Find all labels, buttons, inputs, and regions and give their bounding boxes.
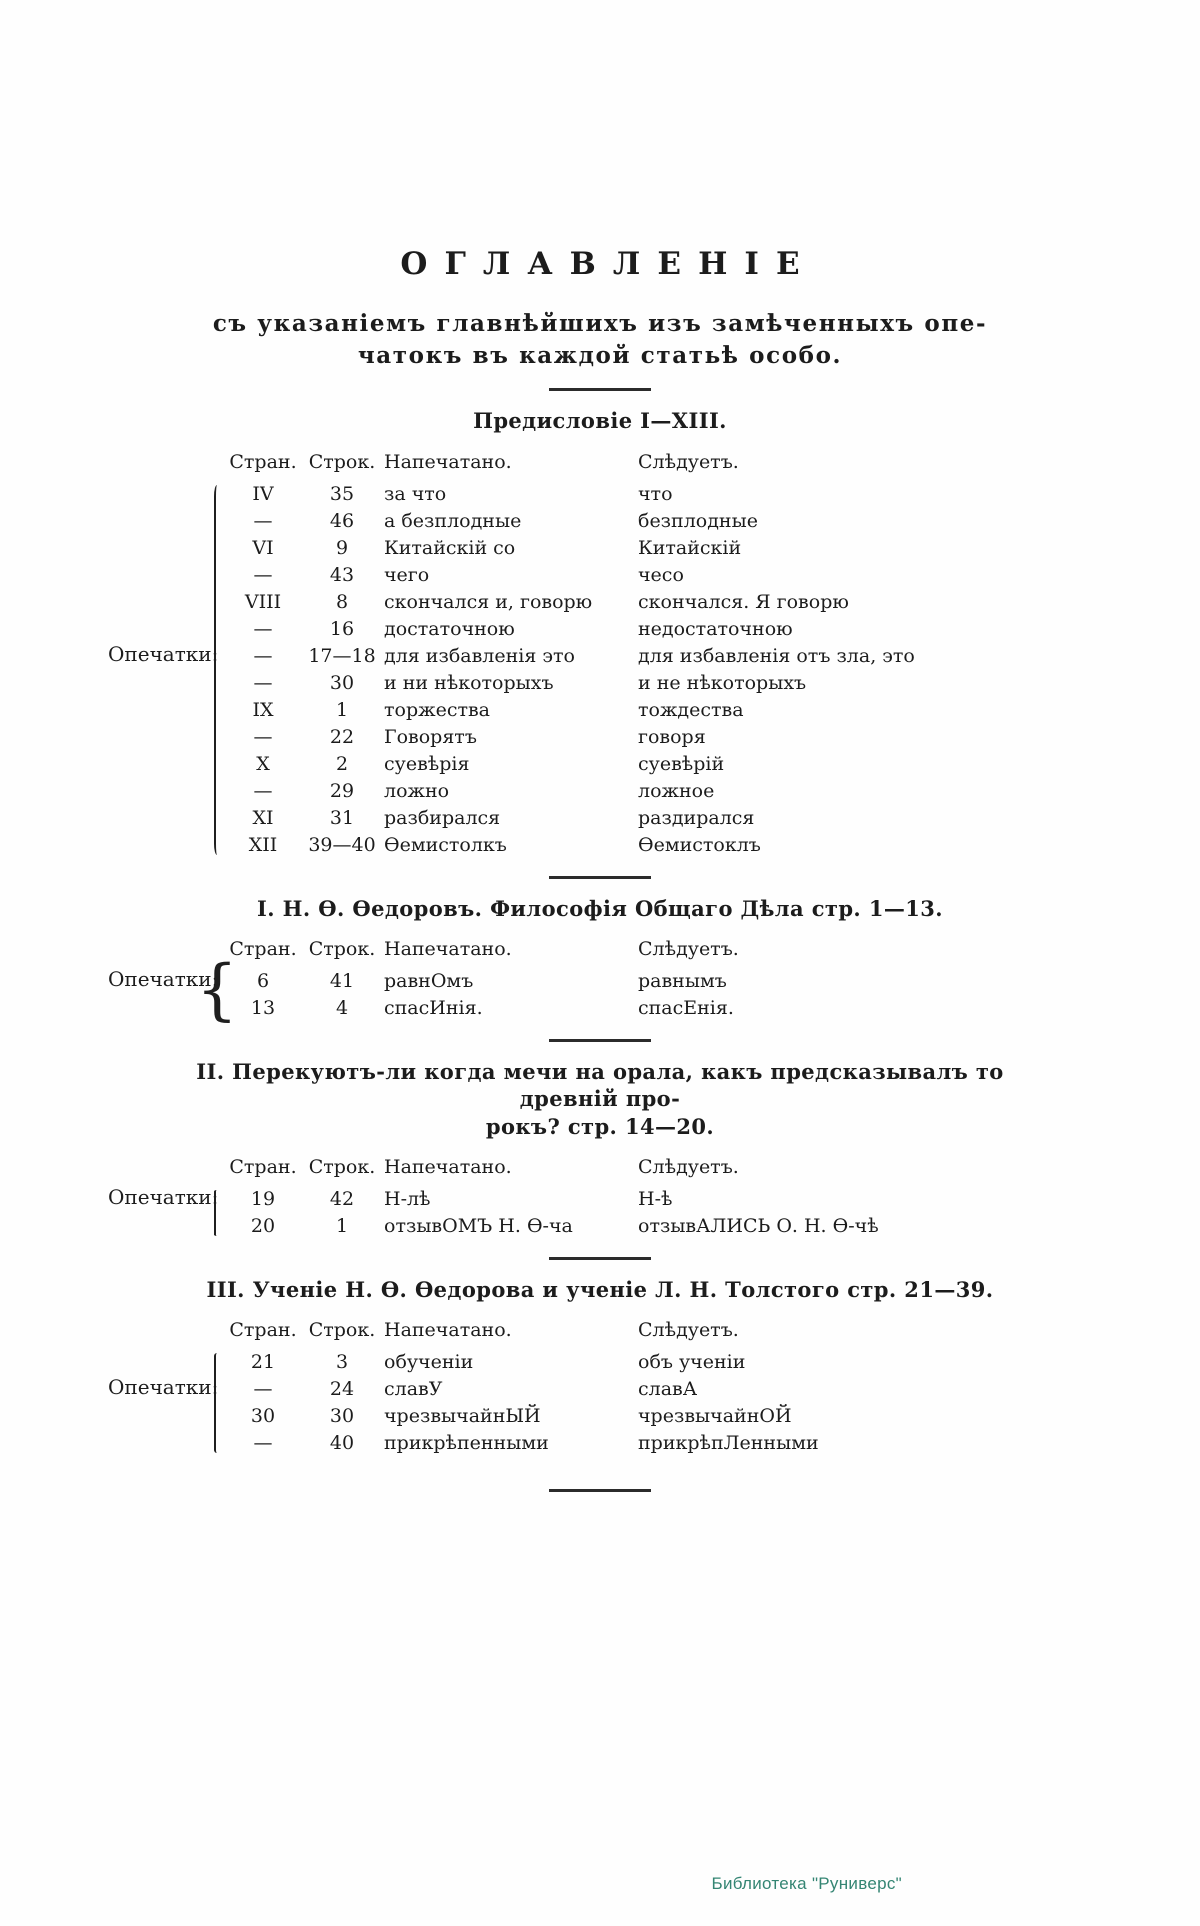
section-heading-line: Предисловіе I—XIII.	[473, 408, 727, 434]
errata-row	[226, 995, 918, 1022]
errata-cell: 30	[329, 671, 355, 694]
errata-cell: 19	[250, 1187, 276, 1210]
errata-cell: чесо	[638, 563, 684, 586]
errata-cell: разбирался	[384, 806, 501, 829]
errata-cell: Ѳемистолкъ	[384, 833, 507, 856]
errata-cell: прикрѣпЛенными	[638, 1432, 819, 1455]
library-watermark: Библиотека "Руниверс"	[711, 1874, 902, 1893]
errata-cell: достаточною	[384, 617, 515, 640]
errata-cell: для избавленія отъ зла, это	[638, 644, 915, 667]
section-heading-line: I. Н. Ѳ. Ѳедоровъ. Философія Общаго Дѣла стр. 1—13.	[257, 895, 943, 921]
errata-cell: ложно	[384, 779, 450, 802]
errata-cell: 39—40	[308, 833, 376, 856]
errata-cell: недостаточною	[638, 617, 793, 640]
section-heading	[150, 1058, 1050, 1140]
brace-line	[214, 1353, 220, 1453]
errata-row	[226, 724, 918, 751]
errata-cell: 3	[335, 1351, 349, 1374]
errata-cell: 9	[335, 536, 349, 559]
column-header: Стран.	[229, 1155, 297, 1178]
errata-row	[226, 643, 918, 670]
errata-block	[108, 449, 1200, 859]
column-header: Строк.	[308, 1319, 376, 1342]
errata-cell: —	[253, 779, 273, 802]
errata-row	[226, 751, 918, 778]
errata-cell: 4	[335, 997, 349, 1020]
errata-cell: 22	[329, 725, 355, 748]
errata-cell: Н-ѣ	[638, 1187, 673, 1210]
errata-cell: Китайскій со	[384, 536, 516, 559]
errata-row	[226, 535, 918, 562]
errata-cell: славУ	[384, 1378, 443, 1401]
errata-cell: за что	[384, 482, 447, 505]
column-header: Слѣдуетъ.	[638, 1319, 739, 1342]
brace-curly	[196, 960, 238, 1020]
errata-cell: 30	[250, 1405, 276, 1428]
errata-cell: X	[256, 752, 270, 775]
column-header: Стран.	[229, 938, 297, 961]
errata-row	[226, 1403, 918, 1430]
errata-cell: 1	[335, 1214, 349, 1237]
divider	[549, 1039, 651, 1042]
errata-cell: равнымъ	[638, 970, 727, 993]
errata-row	[226, 832, 918, 859]
errata-table	[226, 936, 918, 1022]
errata-cell: спасИнія.	[384, 997, 483, 1020]
column-header: Слѣдуетъ.	[638, 450, 739, 473]
divider	[549, 388, 651, 391]
errata-table	[226, 449, 918, 859]
section-heading	[150, 407, 1050, 434]
table-header-row	[226, 449, 918, 481]
errata-cell: тождества	[638, 698, 744, 721]
column-header: Стран.	[229, 1319, 297, 1342]
errata-label: Опечатки:	[108, 1375, 219, 1400]
errata-cell: 31	[329, 806, 355, 829]
errata-cell: чего	[384, 563, 430, 586]
errata-cell: скончался и, говорю	[384, 590, 593, 613]
errata-cell: —	[253, 509, 273, 532]
errata-cell: ложное	[638, 779, 715, 802]
errata-cell: отзывОМЪ Н. Ѳ-ча	[384, 1214, 573, 1237]
errata-row	[226, 589, 918, 616]
errata-cell: 8	[335, 590, 349, 613]
divider	[549, 1257, 651, 1260]
errata-cell: безплодные	[638, 509, 758, 532]
errata-cell: VI	[252, 536, 274, 559]
errata-cell: 40	[329, 1432, 355, 1455]
errata-cell: —	[253, 1378, 273, 1401]
errata-cell: прикрѣпенными	[384, 1432, 549, 1455]
errata-cell: отзывАЛИСЬ О. Н. Ѳ-чѣ	[638, 1214, 879, 1237]
errata-row	[226, 1213, 918, 1240]
errata-block	[108, 1317, 1200, 1457]
errata-row	[226, 616, 918, 643]
errata-cell: а безплодные	[384, 509, 522, 532]
errata-row	[226, 805, 918, 832]
errata-cell: равнОмъ	[384, 970, 474, 993]
errata-cell: чрезвычайнОЙ	[638, 1405, 792, 1428]
errata-table	[226, 1317, 918, 1457]
errata-cell: скончался. Я говорю	[638, 590, 849, 613]
table-header-row	[226, 1154, 918, 1186]
brace-line	[214, 485, 220, 855]
table-wrap	[226, 449, 918, 859]
section-predislovie	[0, 407, 1200, 858]
errata-row	[226, 1349, 918, 1376]
errata-cell: и не нѣкоторыхъ	[638, 671, 807, 694]
column-header: Строк.	[308, 1155, 376, 1178]
column-header: Слѣдуетъ.	[638, 1155, 739, 1178]
errata-cell: объ ученіи	[638, 1351, 746, 1374]
section-uchenie	[0, 1276, 1200, 1457]
section-heading	[150, 1276, 1050, 1303]
errata-cell: 29	[329, 779, 355, 802]
errata-cell: суевѣрія	[384, 752, 470, 775]
errata-cell: 24	[329, 1378, 355, 1401]
section-heading-line: II. Перекуютъ-ли когда мечи на орала, какъ предсказывалъ то древній про-	[196, 1059, 1004, 1112]
column-header: Напечатано.	[384, 1155, 512, 1178]
errata-cell: 30	[329, 1405, 355, 1428]
brace-line	[214, 1190, 220, 1236]
errata-cell: спасЕнія.	[638, 997, 734, 1020]
errata-cell: —	[253, 671, 273, 694]
errata-cell: VIII	[244, 590, 282, 613]
errata-cell: торжества	[384, 698, 491, 721]
errata-cell: говоря	[638, 725, 706, 748]
errata-table	[226, 1154, 918, 1240]
errata-cell: —	[253, 644, 273, 667]
errata-cell: —	[253, 725, 273, 748]
errata-cell: раздирался	[638, 806, 755, 829]
errata-block	[108, 1154, 1200, 1240]
errata-row	[226, 968, 918, 995]
errata-cell: суевѣрій	[638, 752, 725, 775]
errata-cell: 41	[329, 970, 355, 993]
column-header: Напечатано.	[384, 938, 512, 961]
divider	[549, 876, 651, 879]
table-header-row	[226, 1317, 918, 1349]
section-heading-line: III. Ученіе Н. Ѳ. Ѳедорова и ученіе Л. Н. Толстого стр. 21—39.	[206, 1276, 994, 1302]
errata-cell: Ѳемистоклъ	[638, 833, 761, 856]
table-wrap	[226, 1154, 918, 1240]
section-heading-line: рокъ? стр. 14—20.	[485, 1113, 715, 1139]
errata-cell: Китайскій	[638, 536, 742, 559]
errata-cell: 17—18	[308, 644, 376, 667]
errata-row	[226, 1376, 918, 1403]
column-header: Стран.	[229, 450, 297, 473]
errata-cell: и ни нѣкоторыхъ	[384, 671, 554, 694]
errata-cell: 35	[329, 482, 355, 505]
subtitle-line: съ указаніемъ главнѣйшихъ изъ замѣченныхъ опе-	[212, 310, 988, 337]
errata-cell: 20	[250, 1214, 276, 1237]
section-filosofia	[0, 895, 1200, 1022]
errata-cell: славА	[638, 1378, 698, 1401]
errata-cell: для избавленія это	[384, 644, 575, 667]
errata-cell: —	[253, 563, 273, 586]
errata-cell: 46	[329, 509, 355, 532]
table-header-row	[226, 936, 918, 968]
errata-cell: чрезвычайнЫЙ	[384, 1405, 541, 1428]
divider	[549, 1489, 651, 1492]
subtitle-line: чатокъ въ каждой статьѣ особо.	[357, 341, 843, 369]
errata-block	[108, 936, 1200, 1022]
errata-row	[226, 697, 918, 724]
errata-row	[226, 508, 918, 535]
page-title: ОГЛАВЛЕНІЕ	[400, 246, 817, 282]
table-wrap	[226, 936, 918, 1022]
errata-cell: 42	[329, 1187, 355, 1210]
errata-cell: 43	[329, 563, 355, 586]
errata-cell: —	[253, 1432, 273, 1455]
errata-cell: XII	[248, 833, 278, 856]
column-header: Строк.	[308, 450, 376, 473]
column-header: Напечатано.	[384, 1319, 512, 1342]
section-heading	[150, 895, 1050, 922]
errata-cell: 21	[250, 1351, 276, 1374]
errata-label: Опечатки:	[108, 641, 219, 666]
errata-row	[226, 481, 918, 508]
errata-row	[226, 562, 918, 589]
column-header: Строк.	[308, 938, 376, 961]
errata-cell: XI	[252, 806, 274, 829]
errata-cell: —	[253, 617, 273, 640]
errata-label: Опечатки:	[108, 967, 219, 992]
errata-cell: 1	[335, 698, 349, 721]
errata-cell: Н-лѣ	[384, 1187, 431, 1210]
errata-label: Опечатки:	[108, 1184, 219, 1209]
errata-cell: что	[638, 482, 673, 505]
errata-cell: 6	[256, 970, 270, 993]
page-subtitle	[170, 308, 1030, 371]
section-perekuyut	[0, 1058, 1200, 1240]
errata-cell: IV	[252, 482, 274, 505]
errata-cell: обученіи	[384, 1351, 474, 1374]
table-wrap	[226, 1317, 918, 1457]
column-header: Слѣдуетъ.	[638, 938, 739, 961]
errata-row	[226, 1430, 918, 1457]
column-header: Напечатано.	[384, 450, 512, 473]
errata-cell: 13	[250, 997, 276, 1020]
errata-cell: IX	[252, 698, 274, 721]
errata-row	[226, 670, 918, 697]
errata-row	[226, 778, 918, 805]
errata-row	[226, 1186, 918, 1213]
errata-cell: Говорятъ	[384, 725, 477, 748]
errata-cell: 2	[335, 752, 349, 775]
errata-cell: 16	[329, 617, 355, 640]
